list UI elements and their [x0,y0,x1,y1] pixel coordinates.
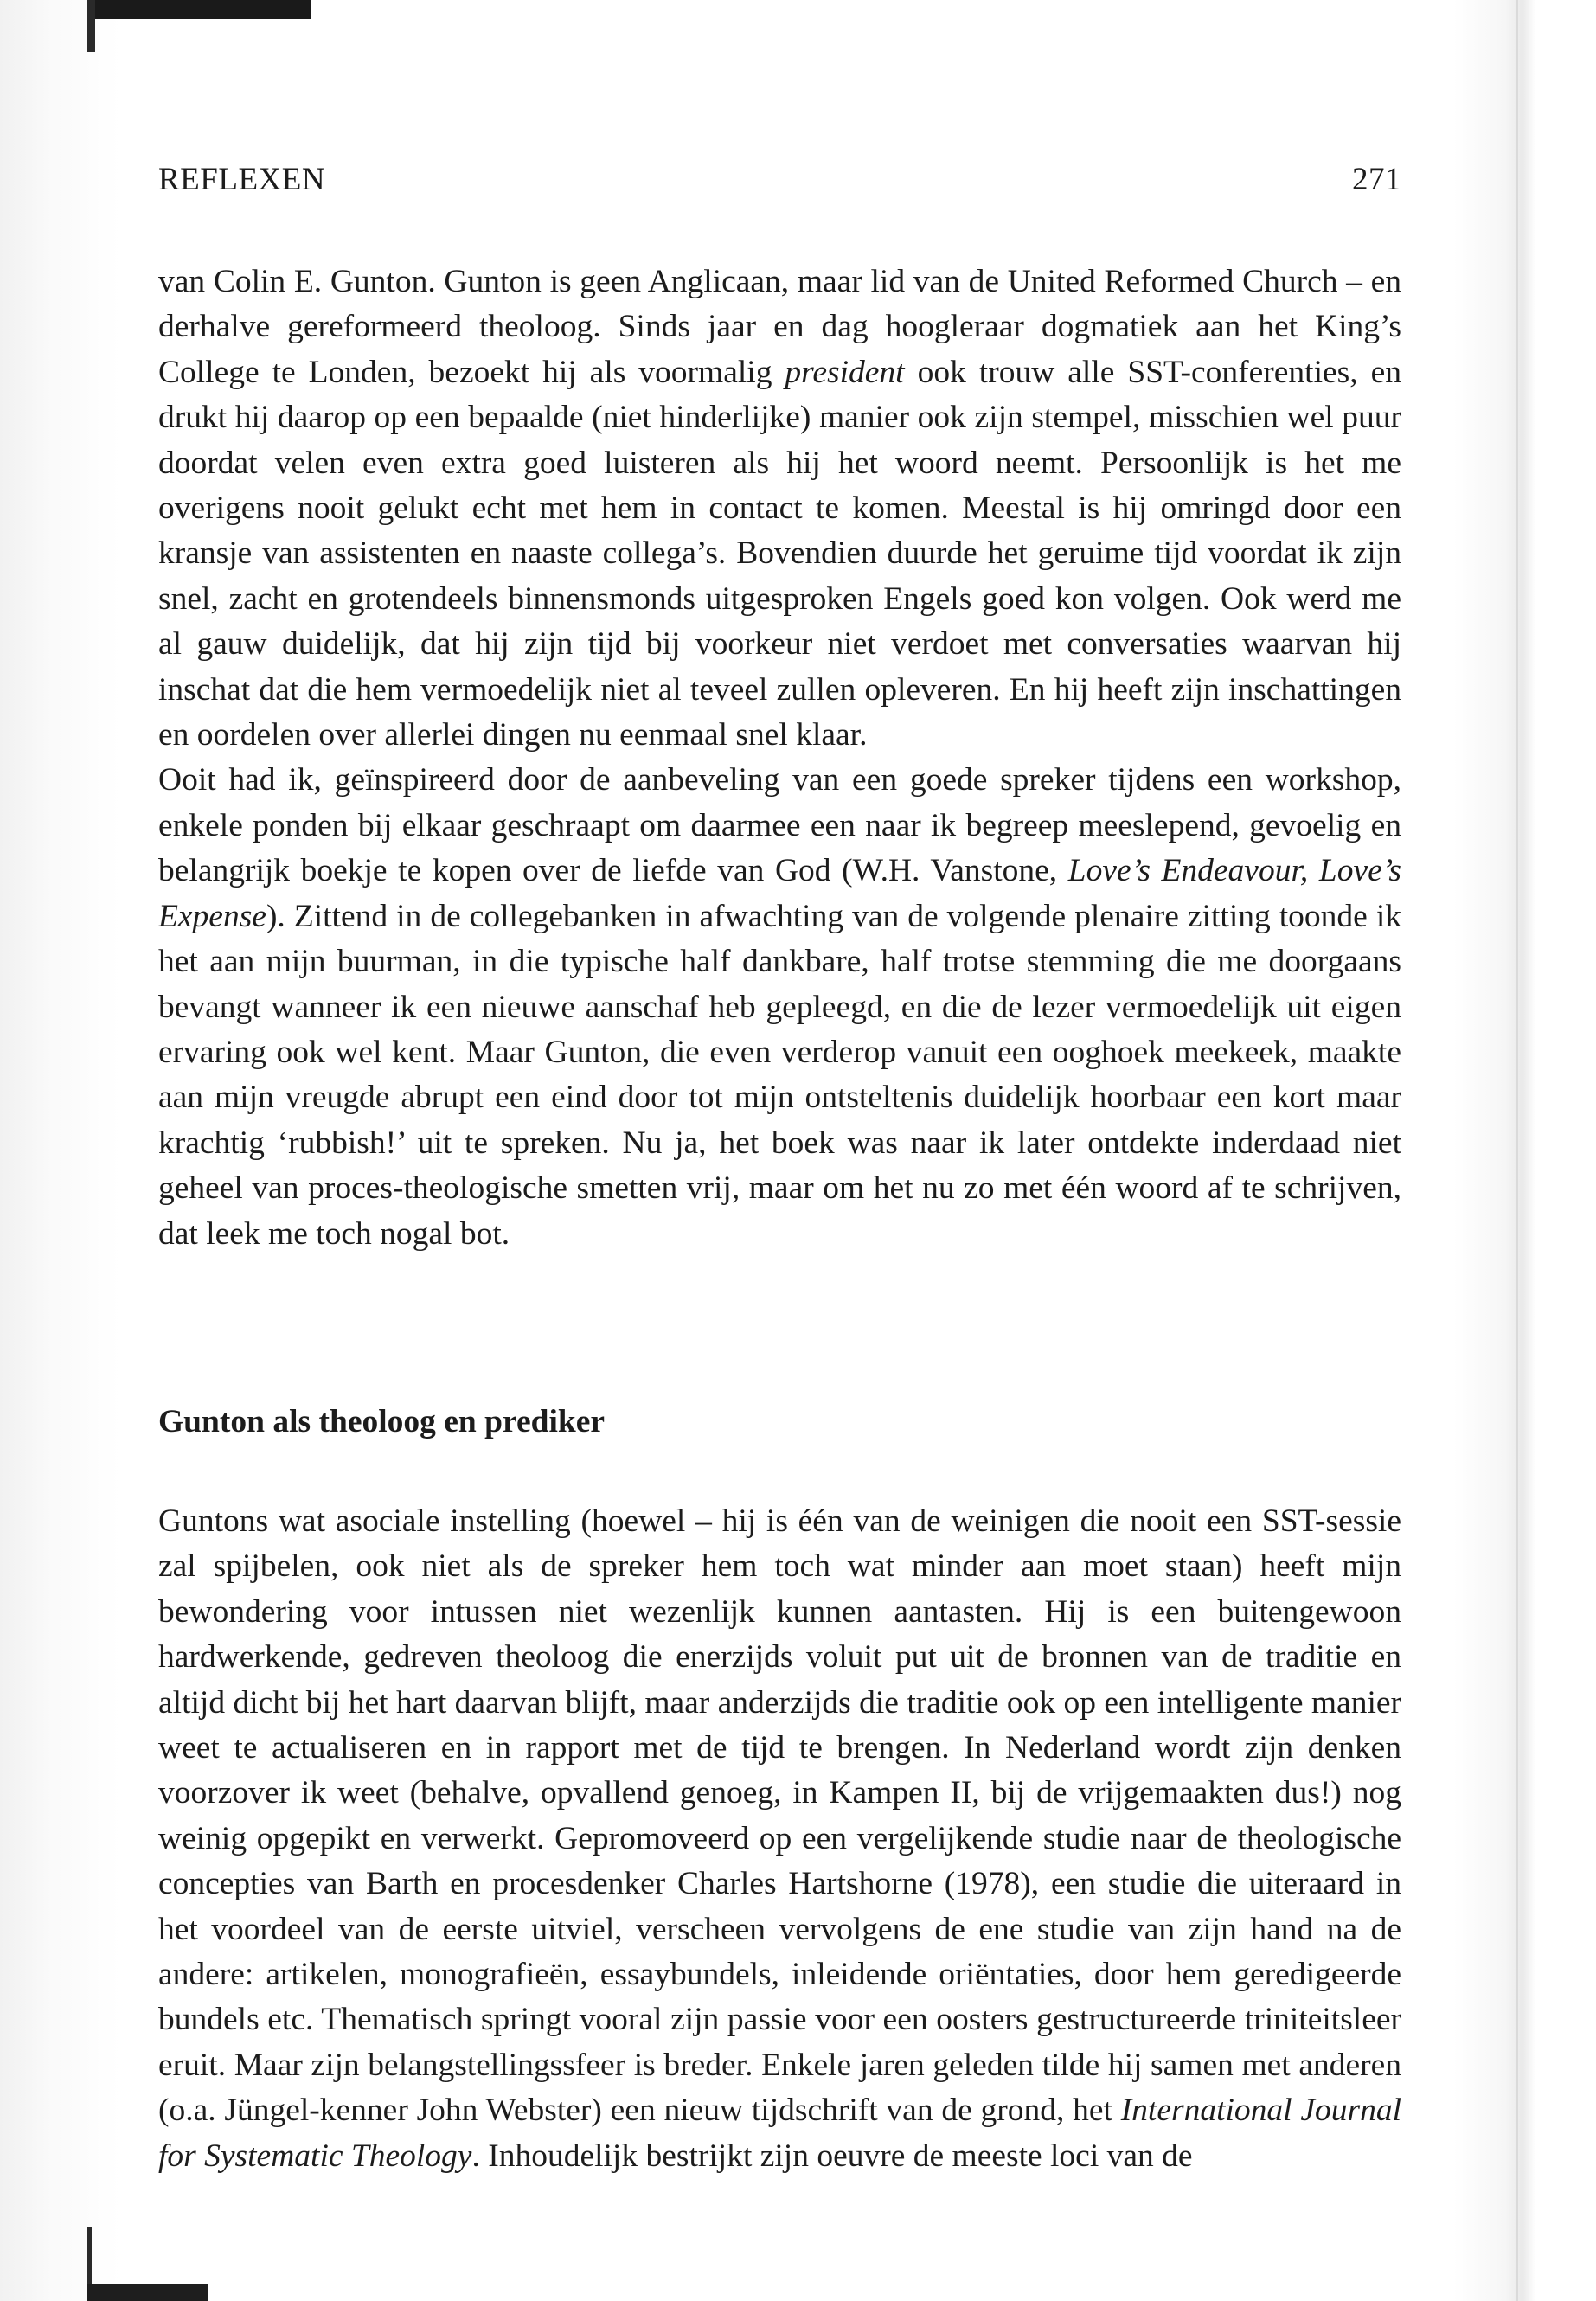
paragraph-2-italic: Love’s Endeavour, Love’s Expense [158,853,1401,934]
section-heading: Gunton als theoloog en prediker [158,1404,606,1439]
running-head [158,161,1401,204]
paragraph-2-text-a: Ooit had ik, geïnspireerd door de aanbeveling van een goede spreker tijdens een workshop, enkele ponden bij elkaar geschraapt om daarmee een naar ik begreep meeslepend, gevoelig en belangrijk boekje te kopen over de liefde van God (W.H. Vanstone, [158,762,1401,889]
paragraph-3 [158,1499,1401,2179]
page-number: 271 [1352,162,1401,197]
paragraph-2-text-b: ). Zittend in de collegebanken in afwachting van de volgende plenaire zitting toonde ik het aan mijn buurman, in die typische half dankbare, half trotse stemming die me doorgaans bevangt wanneer ik een nieuwe aanschaf heb gepleegd, en die de lezer vermoedelijk uit eigen ervaring ook wel kent. Maar Gunton, die even verderop vanuit een ooghoek meekeek, maakte aan mijn vreugde abrupt een eind door tot mijn ontsteltenis duidelijk hoorbaar een kort maar krachtig ‘rubbish!’ uit te spreken. Nu ja, het boek was naar ik later ontdekte inderdaad niet geheel van proces-theologische smetten vrij, maar om het nu zo met één woord af te schrijven, dat leek me toch nogal bot. [158,898,1401,1252]
paragraph-3-italic: International Journal for Systematic Theology [158,2093,1402,2174]
paragraph-1-italic: president [785,354,905,390]
scan-gutter-edge [1516,0,1518,2301]
text-block-top [158,260,1401,1257]
paragraph-3-text-a: Guntons wat asociale instelling (hoewel – hij is één van de weinigen die nooit een SST-sessie zal spijbelen, ook niet als de spreker hem toch wat minder aan moet staan) heeft mijn bewondering voor intussen niet wezenlijk kunnen aantasten. Hij is een buitengewoon hardwerkende, gedreven theoloog die enerzijds voluit put uit de bronnen van de traditie en altijd dicht bij het hart daarvan blijft, maar anderzijds die traditie ook op een intelligente manier weet te actualiseren en in rapport met de tijd te brengen. In Nederland wordt zijn denken voorzover ik weet (behalve, opvallend genoeg, in Kampen II, bij de vrijgemaakten dus!) nog weinig opgepikt en verwerkt. Gepromoveerd op een vergelijkende studie naar de theologische concepties van Barth en procesdenker Charles Hartshorne (1978), een studie die uiteraard in het voordeel van de eerste uitviel, verscheen vervolgens de ene studie van zijn hand na de andere: artikelen, monografieën, essaybundels, inleidende oriëntaties, door hem geredigeerde bundels etc. Thematisch springt vooral zijn passie voor een oosters gestructureerde triniteitsleer eruit. Maar zijn belangstellingssfeer is breder. Enkele jaren geleden tilde hij samen met anderen (o.a. Jüngel-kenner John Webster) een nieuw tijdschrift van de grond, het [158,1503,1401,2129]
paragraph-3-text-b: . Inhoudelijk bestrijkt zijn oeuvre de meeste loci van de [471,2138,1193,2174]
scan-shadow-corner [87,0,95,52]
paragraph-1-text-b: ook trouw alle SST-conferenties, en drukt hij daarop op een bepaalde (niet hinderlijke) manier ook zijn stempel, misschien wel puur doordat velen even extra goed luisteren als hij het woord neemt. Persoonlijk is het me overigens nooit gelukt echt met hem in contact te komen. Meestal is hij omringd door een kransje van assistenten en naaste collega’s. Bovendien duurde het geruime tijd voordat ik zijn snel, zacht en grotendeels binnensmonds uitgesproken Engels goed kon volgen. Ook werd me al gauw duidelijk, dat hij zijn tijd bij voorkeur niet verdoet met conversaties waarvan hij inschat dat die hem vermoedelijk niet al teveel zullen opleveren. En hij heeft zijn inschattingen en oordelen over allerlei dingen nu eenmaal snel klaar. [158,354,1401,753]
running-head-title: REFLEXEN [158,162,326,197]
text-block-bottom [158,1499,1401,2179]
scan-shadow-top [87,0,311,19]
paragraph-1-text-a: van Colin E. Gunton. Gunton is geen Anglicaan, maar lid van de United Reformed Church – en derhalve gereformeerd theoloog. Sinds jaar en dag hoogleraar dogmatiek aan het King’s College te Londen, bezoekt hij als voormalig [158,264,1401,390]
paragraph-1 [158,260,1401,758]
scan-shadow-bottom-bar [87,2284,208,2301]
paragraph-2 [158,758,1401,1256]
